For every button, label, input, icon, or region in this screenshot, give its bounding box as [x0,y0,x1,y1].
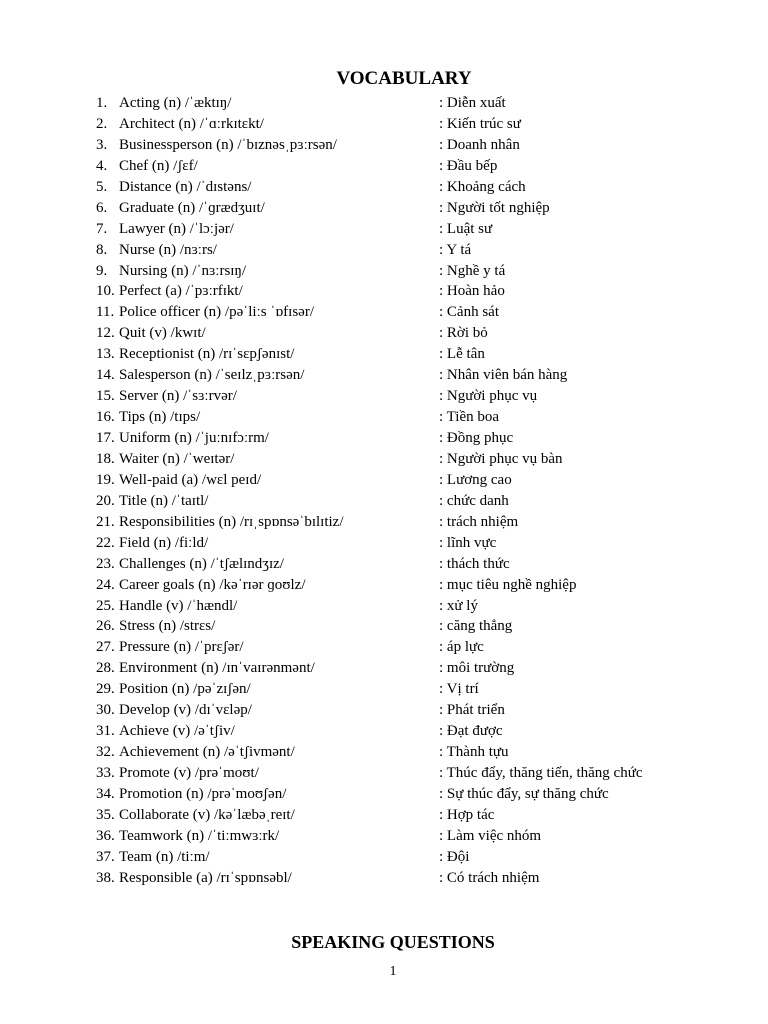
vocab-term: Nurse (n) /nɜːrs/ [119,241,217,258]
vocab-term: Title (n) /ˈtaɪtl/ [119,492,209,509]
vocab-meaning: : Người phục vụ bàn [439,450,563,467]
vocab-number: 22. [96,534,115,551]
vocab-meaning: : Cảnh sát [439,304,499,321]
vocab-row [0,281,768,302]
vocab-row [0,156,768,177]
section-title-speaking: SPEAKING QUESTIONS [291,932,495,952]
vocab-row [0,177,768,198]
page-number: 1 [389,964,397,979]
vocab-row [0,763,768,784]
vocab-meaning: : Phát triển [439,702,505,719]
vocab-number: 18. [96,450,115,467]
vocab-number: 15. [96,388,115,405]
vocab-number: 32. [96,744,115,761]
vocab-number: 16. [96,409,115,426]
vocab-meaning: : trách nhiệm [439,513,519,530]
vocab-number: 6. [96,199,108,216]
vocab-number: 21. [96,513,115,530]
vocab-meaning: : Người phục vụ [439,388,538,405]
vocab-meaning: : Kiến trúc sư [439,115,521,132]
vocab-number: 10. [96,283,115,300]
vocab-number: 13. [96,346,115,363]
vocab-row [0,575,768,596]
vocab-number: 38. [96,869,115,886]
vocab-row [0,596,768,617]
vocab-term: Achieve (v) /əˈtʃiv/ [119,723,235,740]
vocab-number: 8. [96,241,108,258]
vocab-row [0,512,768,533]
vocab-meaning: : thách thức [439,555,510,572]
vocab-meaning: : Đạt được [439,723,503,740]
vocab-meaning: : Tiền boa [439,409,500,426]
vocab-term: Chef (n) /ʃɛf/ [119,157,198,174]
vocab-row [0,742,768,763]
vocab-meaning: : môi trường [439,660,515,677]
vocab-meaning: : Thúc đẩy, thăng tiến, thăng chức [439,765,643,781]
vocab-meaning: : Đồng phục [439,430,514,446]
vocab-meaning: : Vị trí [439,681,479,698]
vocab-number: 25. [96,597,115,614]
vocab-number: 1. [96,95,108,111]
vocab-row [0,407,768,428]
vocab-term: Waiter (n) /ˈweɪtər/ [119,450,235,467]
vocab-number: 17. [96,430,115,446]
vocab-meaning: : Luật sư [439,220,493,237]
vocab-term: Businessperson (n) /ˈbɪznəsˌpɜːrsən/ [119,136,337,153]
vocab-term: Develop (v) /dɪˈvɛləp/ [119,702,252,719]
vocab-number: 35. [96,806,115,823]
vocab-meaning: : Khoảng cách [439,178,526,195]
vocab-row [0,533,768,554]
vocab-number: 19. [96,471,115,488]
vocab-meaning: : Đội [439,848,470,865]
vocab-row [0,637,768,658]
vocab-number: 9. [96,262,108,279]
vocab-meaning: : xử lý [439,597,478,614]
vocab-row [0,491,768,512]
vocab-row [0,261,768,282]
vocab-row [0,826,768,847]
vocab-term: Team (n) /tiːm/ [119,848,210,865]
vocab-row [0,805,768,826]
vocab-meaning: : căng thẳng [439,618,513,635]
vocab-number: 5. [96,178,108,195]
vocab-number: 34. [96,785,115,802]
vocab-meaning: : Diễn xuất [439,95,506,111]
vocab-term: Tips (n) /tɪps/ [119,409,201,426]
vocab-term: Perfect (a) /ˈpɜːrfɪkt/ [119,283,243,300]
vocab-number: 31. [96,723,115,740]
vocab-term: Nursing (n) /ˈnɜːrsɪŋ/ [119,262,247,279]
vocab-row [0,135,768,156]
vocab-number: 12. [96,325,115,342]
vocab-meaning: : Doanh nhân [439,136,520,153]
vocab-number: 24. [96,576,115,593]
vocab-term: Architect (n) /ˈɑːrkɪtɛkt/ [119,115,264,132]
vocab-number: 7. [96,220,108,237]
vocab-number: 11. [96,304,115,321]
vocab-row [0,240,768,261]
vocab-row [0,679,768,700]
vocab-term: Graduate (n) /ˈɡrædʒuɪt/ [119,199,265,216]
vocab-term: Police officer (n) /pəˈliːs ˈɒfɪsər/ [119,304,314,321]
vocab-number: 37. [96,848,115,865]
vocab-meaning: : Hợp tác [439,806,495,823]
vocab-term: Collaborate (v) /kəˈlæbəˌreɪt/ [119,806,295,823]
vocab-term: Receptionist (n) /rɪˈsɛpʃənɪst/ [119,346,295,363]
vocab-meaning: : Rời bỏ [439,325,488,342]
vocab-term: Well-paid (a) /wɛl peɪd/ [119,471,262,488]
vocab-term: Promote (v) /prəˈmoʊt/ [119,765,259,781]
vocab-number: 3. [96,136,108,153]
vocab-term: Lawyer (n) /ˈlɔːjər/ [119,220,234,237]
vocab-meaning: : Có trách nhiệm [439,869,540,886]
vocab-row [0,302,768,323]
vocab-term: Responsibilities (n) /rɪˌspɒnsəˈbɪlɪtiz/ [119,513,344,530]
vocab-row [0,721,768,742]
vocab-term: Pressure (n) /ˈprɛʃər/ [119,639,244,656]
vocab-row [0,428,768,449]
vocab-term: Salesperson (n) /ˈseɪlzˌpɜːrsən/ [119,367,305,384]
vocab-meaning: : Nhân viên bán hàng [439,367,568,384]
vocab-number: 28. [96,660,115,677]
vocab-row [0,658,768,679]
vocab-meaning: : mục tiêu nghề nghiệp [439,576,577,593]
vocab-meaning: : Hoàn hảo [439,283,505,300]
vocab-number: 30. [96,702,115,719]
vocab-number: 36. [96,827,115,844]
vocab-term: Uniform (n) /ˈjuːnɪfɔːrm/ [119,430,269,446]
vocab-term: Responsible (a) /rɪˈspɒnsəbl/ [119,869,292,886]
vocab-meaning: : Làm việc nhóm [439,827,542,844]
vocab-meaning: : Sự thúc đẩy, sự thăng chức [439,785,609,802]
vocabulary-list [0,93,768,889]
vocab-meaning: : lĩnh vực [439,534,497,551]
vocab-term: Challenges (n) /ˈtʃælɪndʒɪz/ [119,555,284,572]
vocab-number: 29. [96,681,115,698]
vocab-meaning: : Lễ tân [439,346,485,363]
vocab-row [0,470,768,491]
vocab-meaning: : Y tá [439,241,472,258]
vocab-row [0,323,768,344]
vocab-row [0,784,768,805]
vocab-term: Server (n) /ˈsɜːrvər/ [119,388,237,405]
vocab-term: Acting (n) /ˈæktɪŋ/ [119,95,232,111]
vocab-term: Environment (n) /ɪnˈvaɪrənmənt/ [119,660,315,677]
vocab-number: 2. [96,115,108,132]
vocab-term: Distance (n) /ˈdɪstəns/ [119,178,252,195]
vocab-term: Promotion (n) /prəˈmoʊʃən/ [119,785,287,802]
vocab-row [0,847,768,868]
vocab-number: 14. [96,367,115,384]
vocab-term: Handle (v) /ˈhændl/ [119,597,238,614]
vocab-meaning: : Lương cao [439,471,512,488]
vocab-term: Stress (n) /strɛs/ [119,618,216,635]
vocab-number: 26. [96,618,115,635]
vocab-row [0,868,768,889]
vocab-meaning: : chức danh [439,492,509,509]
vocab-row [0,344,768,365]
vocab-term: Position (n) /pəˈzɪʃən/ [119,681,251,698]
vocab-number: 27. [96,639,115,656]
vocab-row [0,93,768,114]
vocab-term: Achievement (n) /əˈtʃivmənt/ [119,744,295,761]
vocab-meaning: : Nghề y tá [439,262,506,279]
vocab-term: Teamwork (n) /ˈtiːmwɜːrk/ [119,827,280,844]
vocab-meaning: : Đầu bếp [439,157,498,174]
vocab-row [0,219,768,240]
vocab-row [0,365,768,386]
vocab-row [0,449,768,470]
vocab-meaning: : Người tốt nghiệp [439,199,550,216]
vocab-row [0,114,768,135]
vocab-row [0,386,768,407]
vocab-row [0,198,768,219]
page-title: VOCABULARY [336,68,472,89]
vocab-term: Field (n) /fiːld/ [119,534,209,551]
vocab-number: 20. [96,492,115,509]
vocab-number: 23. [96,555,115,572]
vocab-number: 4. [96,157,108,174]
vocab-term: Career goals (n) /kəˈrɪər ɡoʊlz/ [119,576,306,593]
vocab-row [0,616,768,637]
vocab-meaning: : áp lực [439,639,484,656]
vocab-number: 33. [96,765,115,781]
vocab-row [0,554,768,575]
vocab-row [0,700,768,721]
vocab-meaning: : Thành tựu [439,744,509,761]
vocab-term: Quit (v) /kwɪt/ [119,325,206,342]
